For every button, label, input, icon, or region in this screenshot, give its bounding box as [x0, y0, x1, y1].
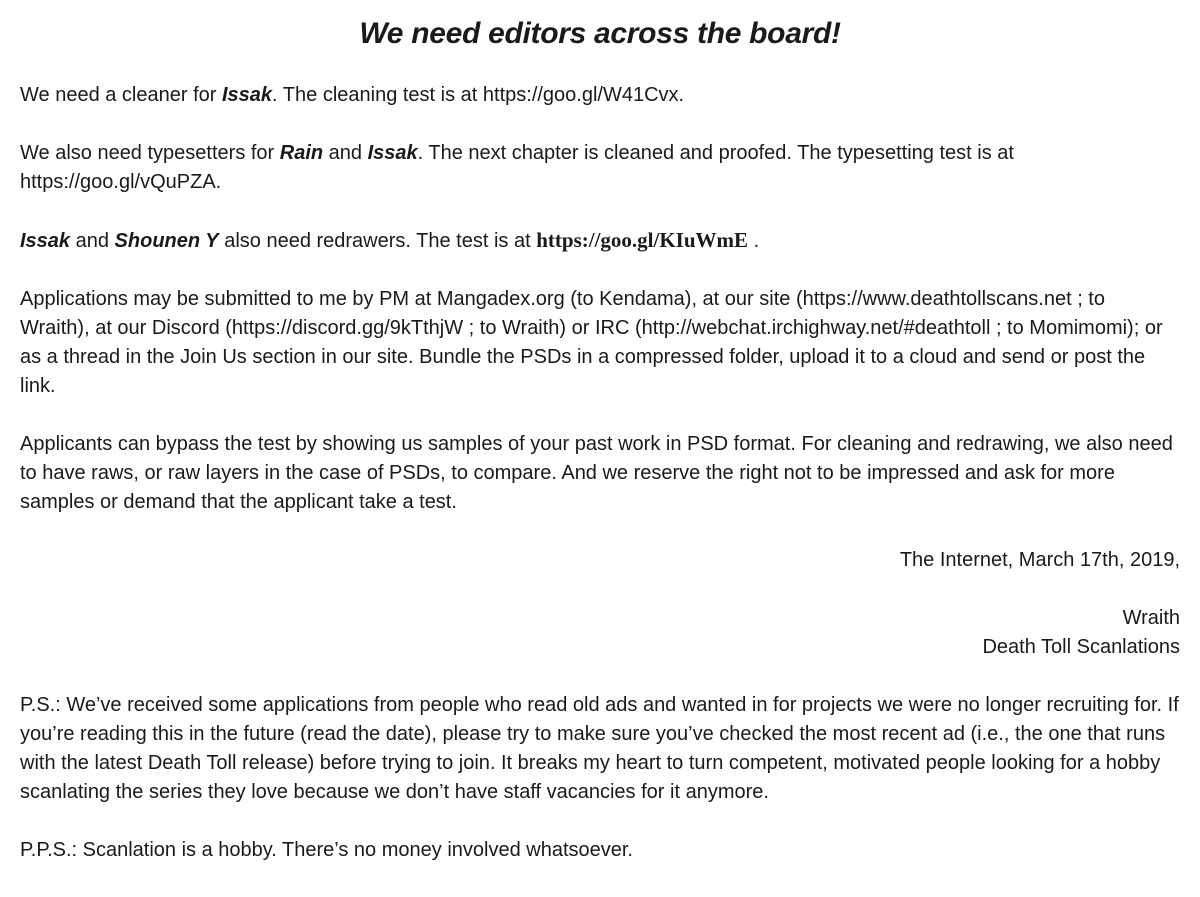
text-segment: Death Toll Scanlations — [982, 636, 1180, 658]
text-segment: P.S.: We’ve received some applications from people who read old ads and wanted in for projects we were no longer recruiting for. If you’re reading this in the future (read the date), please try to make sure you’ve checked the most recent ad (i.e., the one that runs with the latest Death Toll release) before trying to join. It breaks my heart to turn competent, motivated people looking for a hobby scanlating the series they love because we don’t have staff vacancies for it anymore. — [20, 694, 1179, 803]
dateline — [20, 546, 1180, 575]
text-segment: https://goo.gl/KIuWmE — [536, 228, 749, 252]
typesetter-need — [20, 139, 1180, 197]
text-segment: The Internet, March 17th, 2019, — [899, 549, 1180, 571]
text-segment: Issak — [367, 142, 418, 164]
notice-body — [20, 81, 1180, 865]
text-segment: also need redrawers. The test is at — [218, 230, 537, 252]
text-segment: We need a cleaner for — [20, 84, 222, 106]
text-segment: . — [748, 230, 760, 252]
text-segment: . The next chapter is cleaned and proofed. The typesetting test is at https://goo.gl/vQuPZA. — [20, 142, 1014, 193]
text-segment: We also need typesetters for — [20, 142, 280, 164]
signature — [20, 604, 1180, 662]
cleaner-need — [20, 81, 1180, 110]
text-segment: Applicants can bypass the test by showing us samples of your past work in PSD format. For cleaning and redrawing, we also need to have raws, or raw layers in the case of PSDs, to compare. And we reserve the right not to be impressed and ask for more samples or demand that the applicant take a test. — [20, 433, 1173, 513]
text-segment: Issak — [221, 84, 273, 106]
text-segment: . The cleaning test is at https://goo.gl/W41Cvx. — [272, 84, 685, 106]
page-title: We need editors across the board! — [359, 17, 841, 50]
postscript — [20, 691, 1180, 807]
test-bypass — [20, 430, 1180, 517]
redrawer-need — [20, 226, 1180, 256]
text-segment: and — [70, 230, 115, 252]
post-postscript — [20, 836, 1180, 865]
text-segment: P.P.S.: Scanlation is a hobby. There’s no money involved whatsoever. — [20, 839, 633, 861]
text-segment: Issak — [20, 230, 71, 252]
text-segment: Shounen Y — [114, 230, 219, 252]
application-channels — [20, 285, 1180, 401]
text-segment: Wraith — [1122, 607, 1180, 629]
text-segment: and — [323, 142, 368, 164]
text-segment: Rain — [279, 142, 324, 164]
text-segment: Applications may be submitted to me by PM at Mangadex.org (to Kendama), at our site (https://www.deathtollscans.net ; to Wraith), at our Discord (https://discord.gg/9kTthjW ; to Wraith) or IRC (http://webchat.irchighway.net/#deathtoll ; to Momimomi); or as a thread in the Join Us section in our site. Bundle the PSDs in a compressed folder, upload it to a cloud and send or post the link. — [20, 288, 1163, 397]
